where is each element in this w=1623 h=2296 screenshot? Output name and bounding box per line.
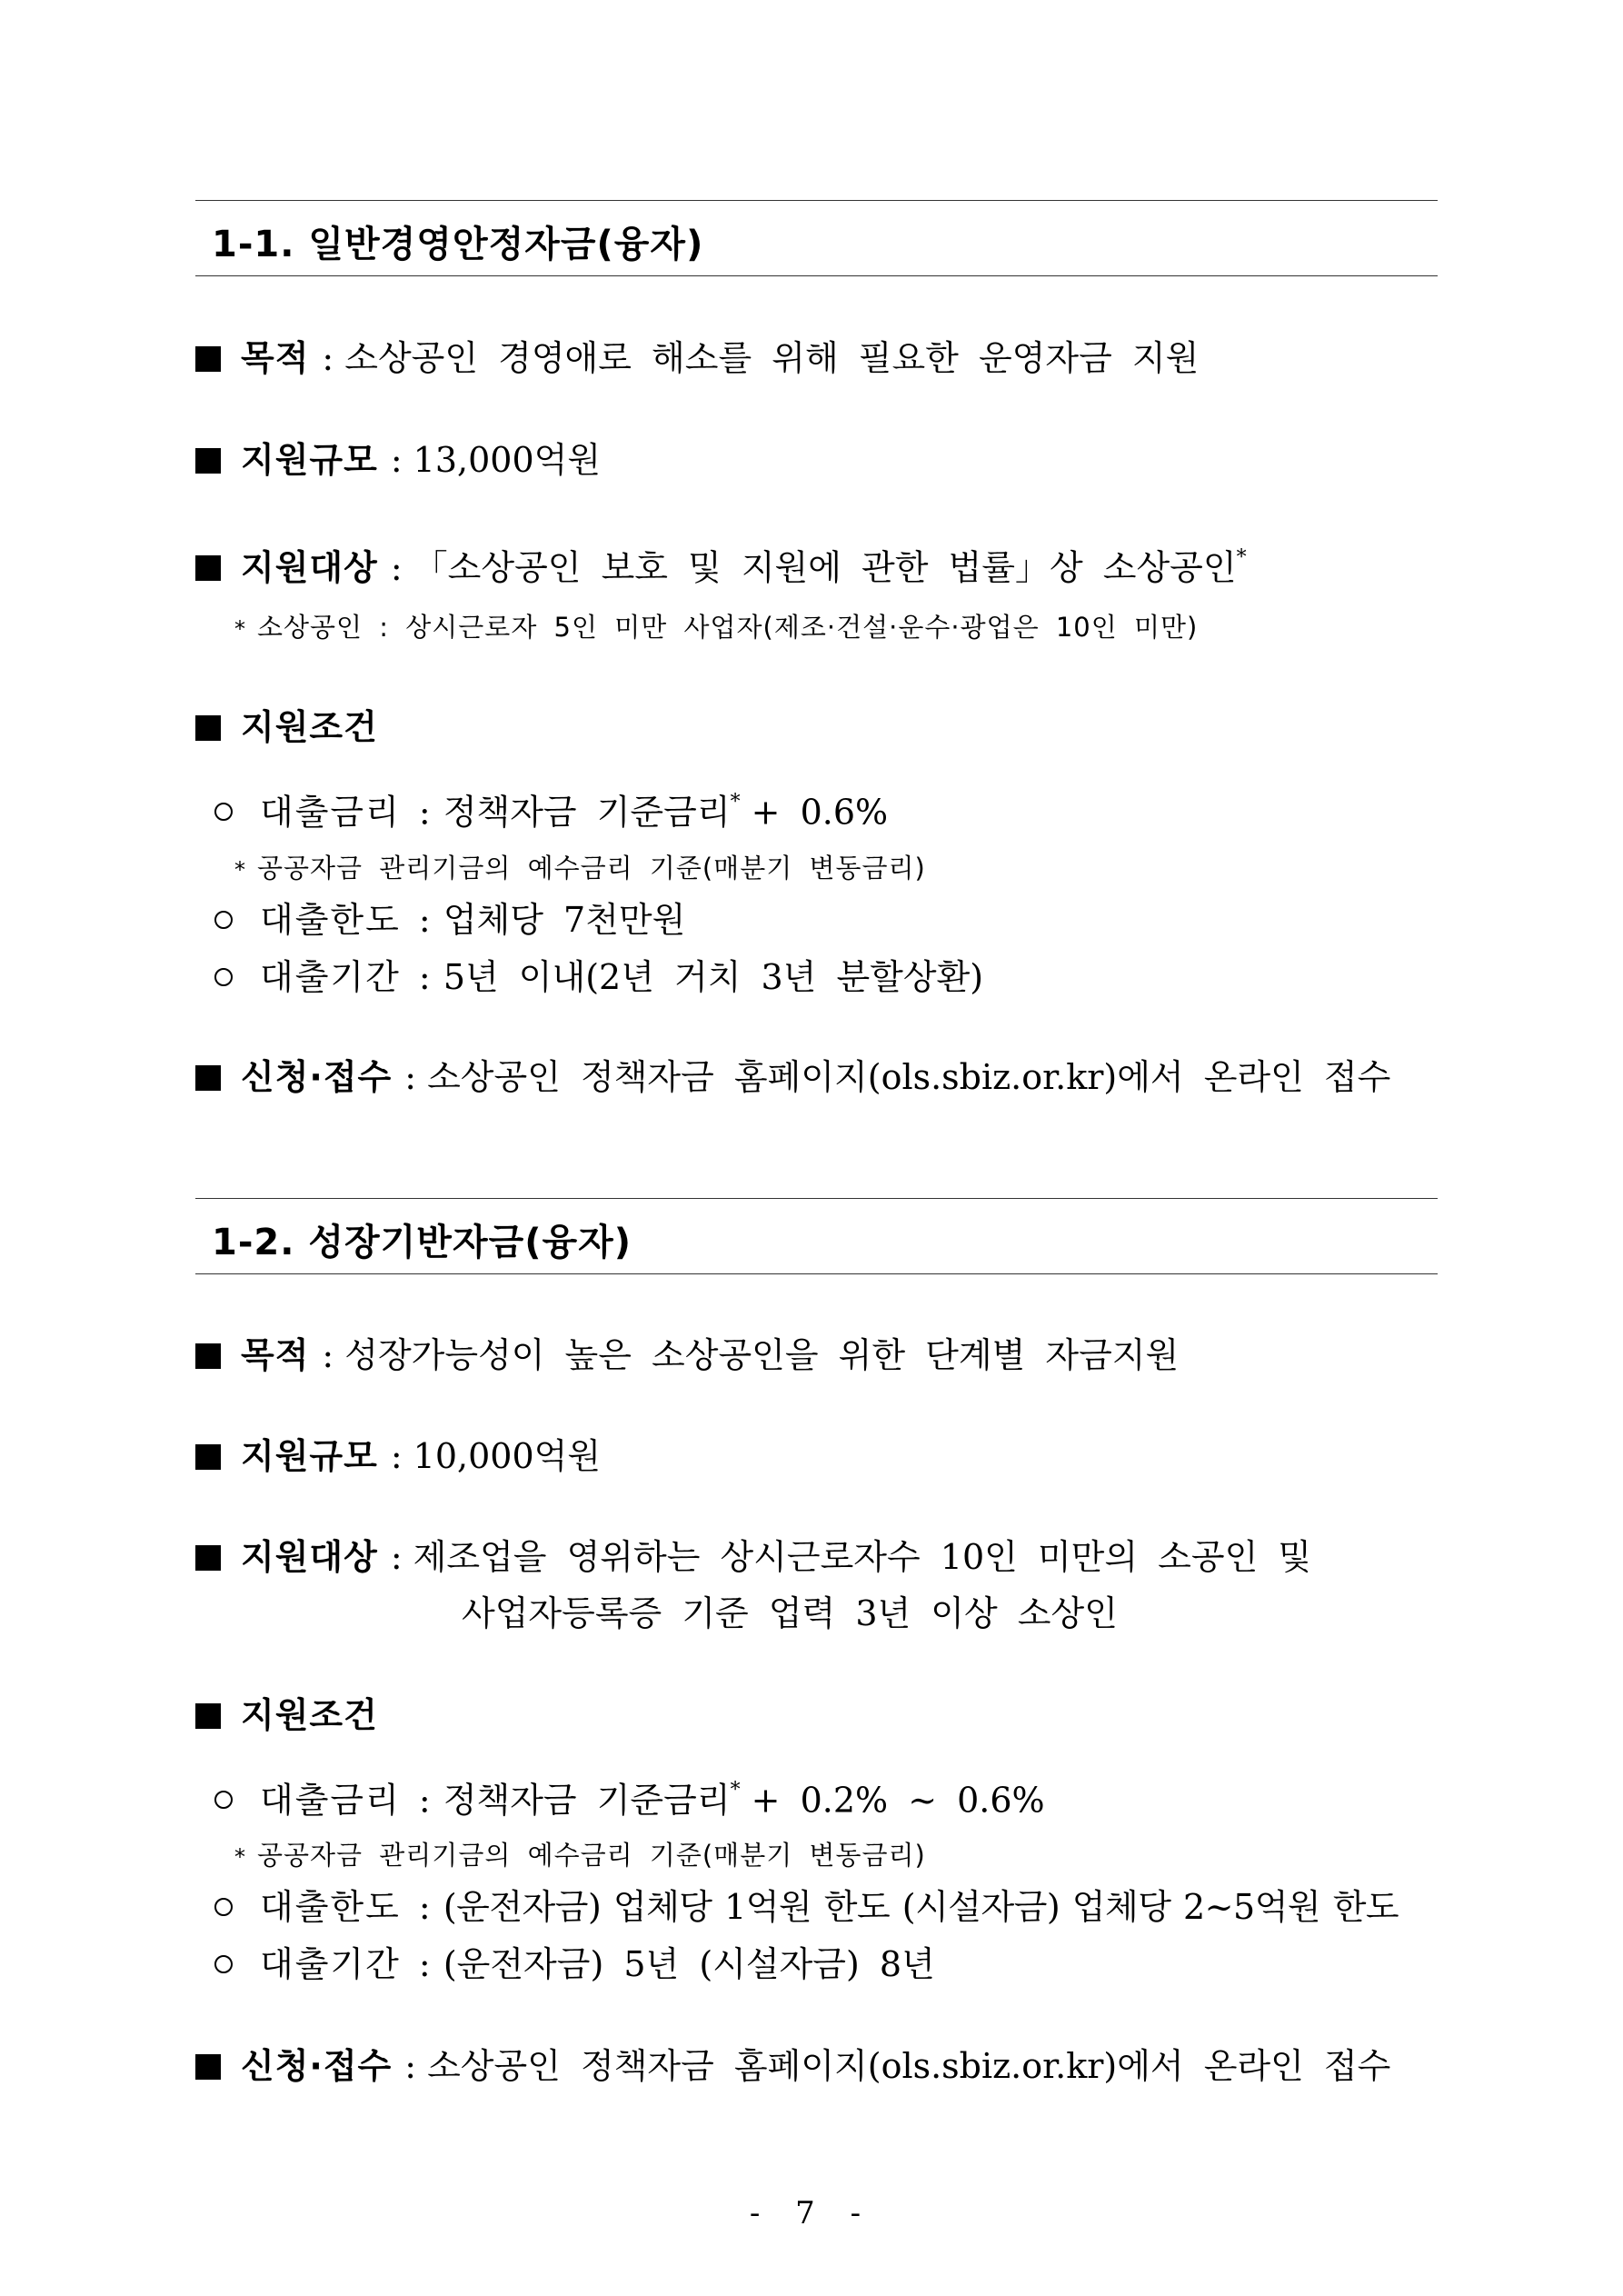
square-bullet-icon	[195, 448, 221, 474]
purpose-label: 목적	[241, 338, 310, 378]
rate-note	[234, 1837, 926, 1875]
rate-row	[214, 1772, 1045, 1823]
square-bullet-icon	[195, 555, 221, 581]
circle-bullet-icon	[214, 1791, 233, 1809]
scale-row	[195, 437, 601, 483]
footnote-mark: *	[730, 791, 741, 814]
rate-key: 대출금리 :	[260, 1780, 433, 1821]
conditions-row	[195, 1692, 378, 1738]
colon: :	[390, 547, 403, 588]
purpose-text: 소상공인 경영애로 해소를 위해 필요한 운영자금 지원	[344, 338, 1200, 378]
target-note-text: 소상공인 : 상시근로자 5인 미만 사업자(제조·건설·운수·광업은 10인 미만)	[257, 612, 1199, 643]
rate-value: 정책자금 기준금리	[443, 792, 731, 833]
section-header-1	[195, 200, 1438, 276]
circle-bullet-icon	[214, 911, 233, 929]
scale-label: 지원규모	[241, 440, 378, 480]
limit-value: 업체당 7천만원	[443, 900, 686, 940]
target-label: 지원대상	[241, 1537, 378, 1577]
colon: :	[322, 1335, 334, 1375]
rate-key: 대출금리 :	[260, 792, 433, 833]
rate-value: 정책자금 기준금리	[443, 1780, 731, 1821]
apply-label: 신청·접수	[241, 1057, 393, 1097]
rate-note-text: 공공자금 관리기금의 예수금리 기준(매분기 변동금리)	[257, 1840, 926, 1871]
square-bullet-icon	[195, 1545, 221, 1571]
period-row	[214, 954, 983, 1000]
target-row	[195, 539, 1247, 591]
rate-note-text: 공공자금 관리기금의 예수금리 기준(매분기 변동금리)	[257, 853, 926, 883]
limit-key: 대출한도 :	[260, 900, 433, 940]
apply-text: 소상공인 정책자금 홈페이지(ols.sbiz.or.kr)에서 온라인 접수	[427, 2046, 1391, 2086]
colon: :	[322, 338, 334, 378]
colon: :	[390, 1436, 403, 1476]
square-bullet-icon	[195, 1444, 221, 1470]
colon: :	[404, 2046, 417, 2086]
purpose-label: 목적	[241, 1335, 310, 1375]
page-number: - 7 -	[749, 2195, 874, 2231]
circle-bullet-icon	[214, 1955, 233, 1973]
period-row	[214, 1942, 935, 1987]
section-title: 1-2. 성장기반자금(융자)	[212, 1222, 632, 1263]
scale-label: 지원규모	[241, 1436, 378, 1476]
target-text: 「소상공인 보호 및 지원에 관한 법률」상 소상공인	[413, 547, 1237, 588]
scale-row	[195, 1433, 601, 1479]
square-bullet-icon	[195, 1703, 221, 1729]
rate-suffix: + 0.6%	[751, 792, 889, 833]
apply-row	[195, 2043, 1390, 2089]
square-bullet-icon	[195, 346, 221, 372]
square-bullet-icon	[195, 715, 221, 741]
scale-text: 10,000억원	[413, 1436, 602, 1476]
target-label: 지원대상	[241, 547, 378, 588]
scale-text: 13,000억원	[413, 440, 602, 480]
square-bullet-icon	[195, 1343, 221, 1369]
apply-text: 소상공인 정책자금 홈페이지(ols.sbiz.or.kr)에서 온라인 접수	[427, 1057, 1391, 1097]
square-bullet-icon	[195, 1065, 221, 1091]
apply-row	[195, 1054, 1390, 1100]
note-star: *	[234, 1844, 246, 1870]
rate-row	[214, 784, 888, 835]
purpose-row	[195, 1333, 1179, 1378]
footnote-mark: *	[1236, 546, 1247, 569]
section-header-2	[195, 1198, 1438, 1274]
note-star: *	[234, 857, 246, 883]
purpose-row	[195, 335, 1199, 381]
rate-suffix: + 0.2% ~ 0.6%	[751, 1780, 1045, 1821]
purpose-text: 성장가능성이 높은 소상공인을 위한 단계별 자금지원	[344, 1335, 1180, 1375]
circle-bullet-icon	[214, 968, 233, 986]
conditions-row	[195, 704, 378, 750]
colon: :	[390, 1537, 403, 1577]
section-title: 1-1. 일반경영안정자금(융자)	[212, 224, 704, 265]
period-key: 대출기간 :	[260, 957, 433, 997]
colon: :	[390, 440, 403, 480]
rate-note	[234, 850, 926, 888]
conditions-label: 지원조건	[241, 1695, 378, 1735]
circle-bullet-icon	[214, 1898, 233, 1916]
period-value: (운전자금) 5년 (시설자금) 8년	[443, 1944, 935, 1984]
limit-row	[214, 1884, 1399, 1930]
target-row	[195, 1534, 1311, 1580]
note-star: *	[234, 616, 246, 642]
colon: :	[404, 1057, 417, 1097]
apply-label: 신청·접수	[241, 2046, 393, 2086]
limit-row	[214, 897, 685, 943]
conditions-label: 지원조건	[241, 707, 378, 747]
limit-key: 대출한도 :	[260, 1887, 433, 1927]
target-text-line2: 사업자등록증 기준 업력 3년 이상 소상인	[462, 1593, 1118, 1633]
limit-value: (운전자금) 업체당 1억원 한도 (시설자금) 업체당 2~5억원 한도	[443, 1887, 1399, 1927]
target-text: 제조업을 영위하는 상시근로자수 10인 미만의 소공인 및	[413, 1537, 1312, 1577]
period-value: 5년 이내(2년 거치 3년 분할상환)	[443, 957, 984, 997]
circle-bullet-icon	[214, 803, 233, 821]
square-bullet-icon	[195, 2054, 221, 2080]
target-note	[234, 609, 1198, 647]
period-key: 대출기간 :	[260, 1944, 433, 1984]
footnote-mark: *	[730, 1779, 741, 1802]
